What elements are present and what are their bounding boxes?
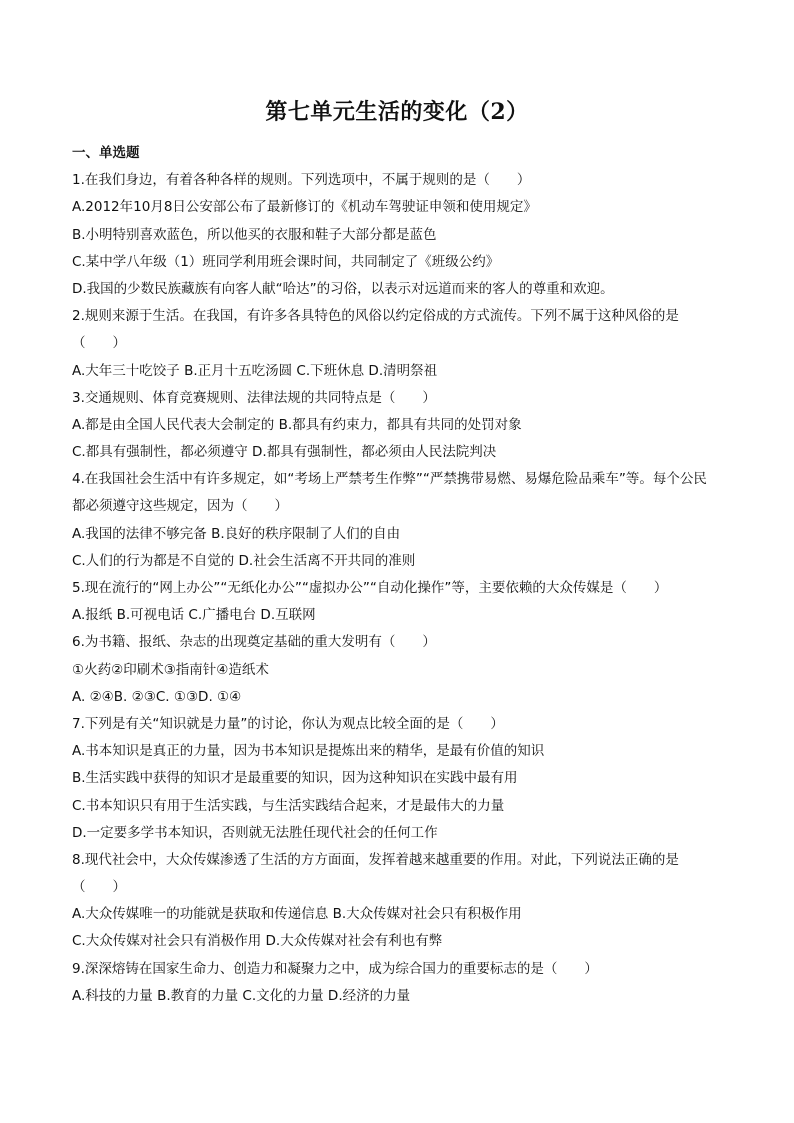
- question-4-options-cd: C.人们的行为都是不自觉的 D.社会生活离不开共同的准则: [72, 552, 416, 569]
- question-6-items: ①火药②印刷术③指南针④造纸术: [72, 661, 269, 678]
- question-7-stem: 7.下列是有关“知识就是力量”的讨论，你认为观点比较全面的是（ ）: [72, 715, 504, 732]
- question-8-options-cd: C.大众传媒对社会只有消极作用 D.大众传媒对社会有利也有弊: [72, 933, 443, 950]
- question-4-stem: 4.在我国社会生活中有许多规定，如“考场上严禁考生作弊”“严禁携带易燃、易爆危险品乘车”等。每个公民: [72, 471, 707, 488]
- question-3-options-ab: A.都是由全国人民代表大会制定的 B.都具有约束力，都具有共同的处罚对象: [72, 416, 522, 433]
- question-9-stem: 9.深深熔铸在国家生命力、创造力和凝聚力之中，成为综合国力的重要标志的是（ ）: [72, 960, 598, 977]
- question-5-options: A.报纸 B.可视电话 C.广播电台 D.互联网: [72, 607, 316, 624]
- question-2-stem-continued: （ ）: [72, 335, 126, 352]
- page-title: 第七单元生活的变化（2）: [265, 99, 529, 125]
- question-2-options: A.大年三十吃饺子 B.正月十五吃汤圆 C.下班休息 D.清明祭祖: [72, 362, 438, 379]
- question-4-stem-continued: 都必须遵守这些规定，因为（ ）: [72, 498, 288, 515]
- question-4-options-ab: A.我国的法律不够完备 B.良好的秩序限制了人们的自由: [72, 525, 401, 542]
- question-6-options: A. ②④B. ②③C. ①③D. ①④: [72, 688, 242, 705]
- question-1-stem: 1.在我们身边，有着各种各样的规则。下列选项中，不属于规则的是（ ）: [72, 172, 531, 189]
- question-1-option-b: B.小明特别喜欢蓝色，所以他买的衣服和鞋子大部分都是蓝色: [72, 226, 437, 243]
- question-1-option-c: C.某中学八年级（1）班同学利用班会课时间，共同制定了《班级公约》: [72, 253, 500, 270]
- question-5-stem: 5.现在流行的“网上办公”“无纸化办公”“虚拟办公”“自动化操作”等，主要依赖的大众传媒是（ ）: [72, 580, 668, 596]
- question-7-option-c: C.书本知识只有用于生活实践，与生活实践结合起来，才是最伟大的力量: [72, 797, 505, 814]
- question-3-options-cd: C.都具有强制性，都必须遵守 D.都具有强制性，都必须由人民法院判决: [72, 444, 497, 461]
- document-body: [72, 140, 724, 1010]
- question-3-stem: 3.交通规则、体育竞赛规则、法律法规的共同特点是（ ）: [72, 389, 436, 406]
- question-1-option-d: D.我国的少数民族藏族有向客人献“哈达”的习俗，以表示对远道而来的客人的尊重和欢迎。: [72, 280, 614, 297]
- question-7-option-a: A.书本知识是真正的力量，因为书本知识是提炼出来的精华，是最有价值的知识: [72, 743, 545, 760]
- question-8-stem-continued: （ ）: [72, 879, 126, 896]
- question-6-stem: 6.为书籍、报纸、杂志的出现奠定基础的重大发明有（ ）: [72, 634, 436, 651]
- question-1-option-a: A.2012年10月8日公安部公布了最新修订的《机动车驾驶证申领和使用规定》: [72, 199, 537, 216]
- section-heading: 一、单选题: [72, 145, 140, 161]
- question-9-options: A.科技的力量 B.教育的力量 C.文化的力量 D.经济的力量: [72, 987, 411, 1004]
- question-7-option-b: B.生活实践中获得的知识才是最重要的知识，因为这种知识在实践中最有用: [72, 770, 518, 787]
- question-8-options-ab: A.大众传媒唯一的功能就是获取和传递信息 B.大众传媒对社会只有积极作用: [72, 906, 522, 923]
- question-7-option-d: D.一定要多学书本知识，否则就无法胜任现代社会的任何工作: [72, 824, 438, 841]
- question-8-stem: 8.现代社会中，大众传媒渗透了生活的方方面面，发挥着越来越重要的作用。对此，下列说法正确的是: [72, 851, 679, 868]
- question-2-stem: 2.规则来源于生活。在我国，有许多各具特色的风俗以约定俗成的方式流传。下列不属于这种风俗的是: [72, 308, 679, 325]
